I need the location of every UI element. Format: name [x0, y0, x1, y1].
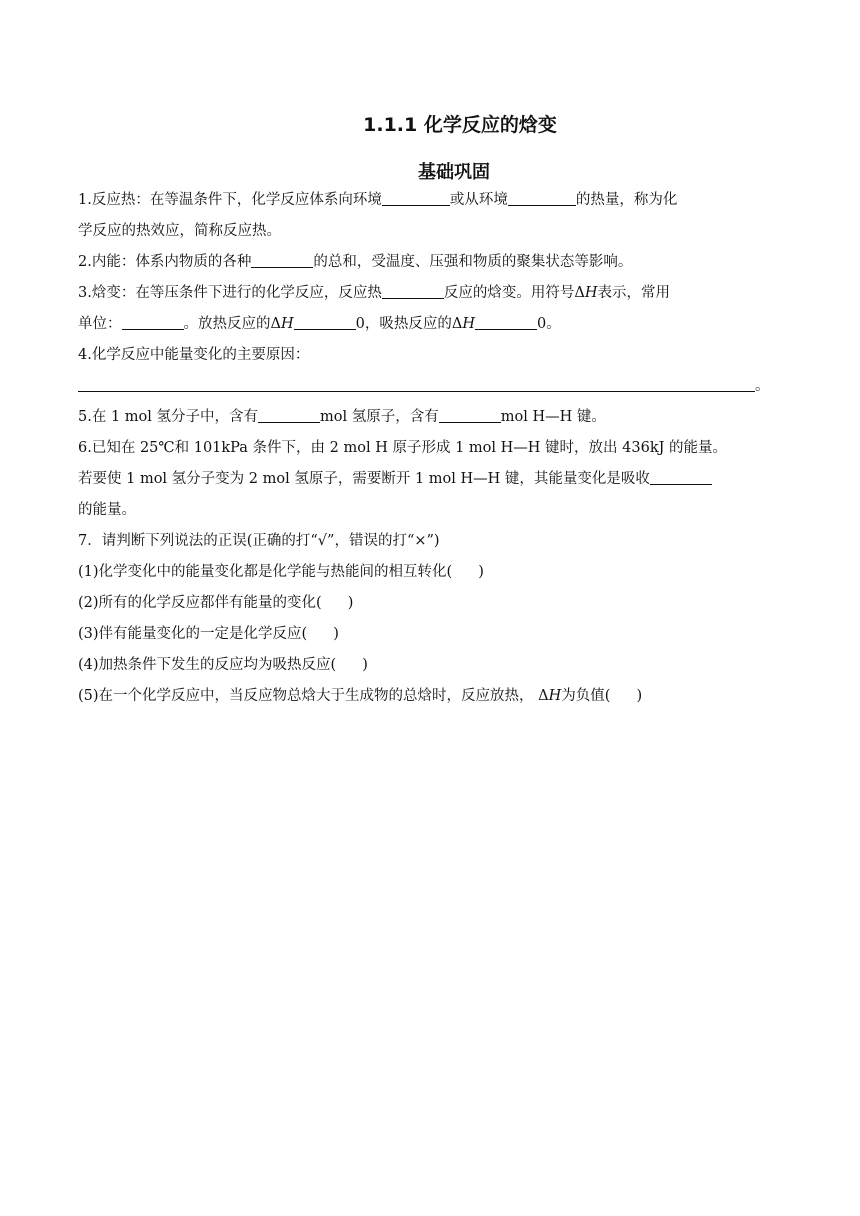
- question-5: 5.在 1 mol 氢分子中，含有 mol 氢原子，含有 mol H—H 键。: [78, 402, 784, 433]
- question-6-line-1: 6.已知在 25℃和 101kPa 条件下，由 2 mol H 原子形成 1 mol H—H 键时，放出 436kJ 的能量。: [78, 440, 728, 456]
- judgment-item: (2)所有的化学反应都伴有能量的变化( ): [78, 595, 354, 611]
- answer-line[interactable]: [78, 375, 755, 392]
- fill-blank[interactable]: [122, 313, 184, 330]
- fill-blank[interactable]: [382, 282, 444, 299]
- question-7-intro: 7．请判断下列说法的正误(正确的打“√”，错误的打“×”): [78, 533, 440, 549]
- judgment-item: (1)化学变化中的能量变化都是化学能与热能间的相互转化( ): [78, 564, 484, 580]
- section-heading: 基础巩固: [418, 162, 490, 183]
- judgment-item: (5)在一个化学反应中，当反应物总焓大于生成物的总焓时，反应放热， ΔH为负值( ): [78, 688, 643, 704]
- question-1-line-1: 1.反应热：在等温条件下，化学反应体系向环境 或从环境 的热量，称为化: [78, 185, 784, 216]
- question-2: 2.内能：体系内物质的各种 的总和，受温度、压强和物质的聚集状态等影响。: [78, 247, 784, 278]
- question-6-line-2: 若要使 1 mol 氢分子变为 2 mol 氢原子，需要断开 1 mol H—H 键，其能量变化是吸收: [78, 464, 784, 495]
- fill-blank[interactable]: [294, 313, 356, 330]
- question-list: [78, 185, 784, 712]
- judgment-item: (3)伴有能量变化的一定是化学反应( ): [78, 626, 339, 642]
- fill-blank[interactable]: [439, 406, 501, 423]
- fill-blank[interactable]: [251, 251, 313, 268]
- question-4-answer-line: 。: [78, 371, 784, 402]
- fill-blank[interactable]: [382, 189, 450, 206]
- fill-blank[interactable]: [508, 189, 576, 206]
- judgment-item: (4)加热条件下发生的反应均为吸热反应( ): [78, 657, 368, 673]
- page-title: 1.1.1 化学反应的焓变: [363, 114, 557, 136]
- question-6-line-3: 的能量。: [78, 502, 136, 518]
- question-3-line-2: 单位： 。放热反应的ΔH 0，吸热反应的ΔH 0。: [78, 309, 784, 340]
- question-3-line-1: 3.焓变：在等压条件下进行的化学反应，反应热 反应的焓变。用符号ΔH表示，常用: [78, 278, 784, 309]
- fill-blank[interactable]: [258, 406, 320, 423]
- question-4: 4.化学反应中能量变化的主要原因：: [78, 347, 310, 363]
- question-1-line-2: 学反应的热效应，简称反应热。: [78, 223, 281, 239]
- fill-blank[interactable]: [475, 313, 537, 330]
- fill-blank[interactable]: [650, 468, 712, 485]
